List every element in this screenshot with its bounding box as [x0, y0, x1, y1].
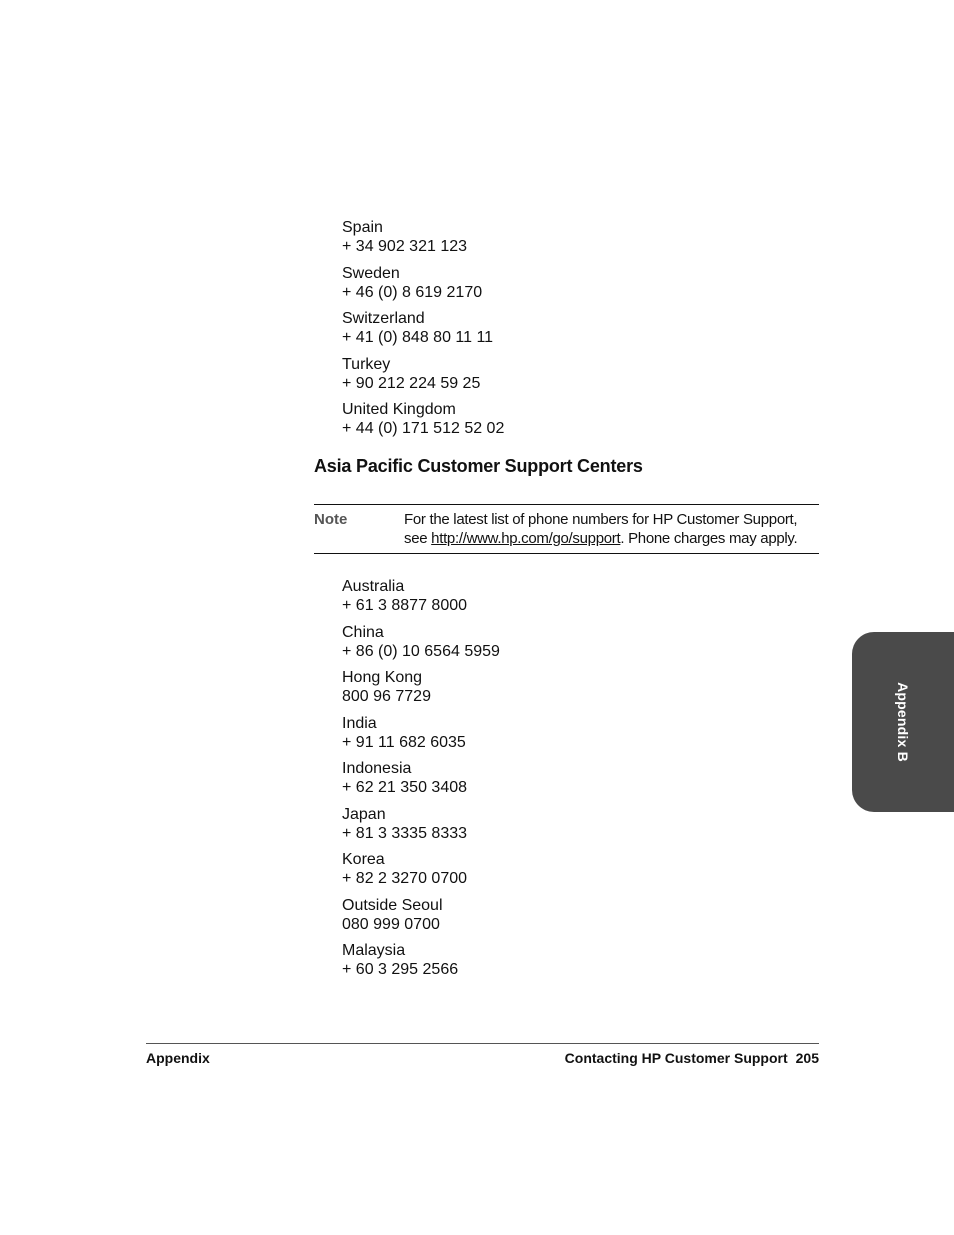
country-name: China [342, 623, 384, 641]
support-entry [342, 400, 802, 438]
page-number: 205 [795, 1050, 819, 1066]
support-entry [342, 577, 802, 615]
support-entry [342, 623, 802, 661]
phone-number: + 62 21 350 3408 [342, 779, 468, 796]
country-name: Spain [342, 219, 383, 236]
support-entry [342, 264, 802, 302]
support-entry [342, 850, 802, 888]
phone-number: + 91 11 682 6035 [342, 733, 466, 751]
country-name: Switzerland [342, 310, 425, 327]
footer-chapter-title: Contacting HP Customer Support [564, 1050, 788, 1066]
country-name: Japan [342, 805, 386, 823]
phone-number: + 90 212 224 59 25 [342, 374, 481, 392]
support-entry [342, 309, 802, 347]
appendix-side-tab [852, 632, 954, 812]
country-name: Indonesia [342, 760, 412, 777]
note-box [314, 504, 819, 554]
phone-number: 080 999 0700 [342, 915, 440, 933]
support-entry [342, 668, 802, 706]
phone-number: + 60 3 295 2566 [342, 961, 459, 978]
country-name: Korea [342, 851, 385, 868]
note-text-after: . Phone charges may apply. [620, 530, 798, 547]
footer-section-label: Appendix [146, 1050, 210, 1066]
phone-number: + 34 902 321 123 [342, 238, 468, 255]
phone-number: + 81 3 3335 8333 [342, 824, 468, 842]
side-tab-label: Appendix B [895, 682, 911, 762]
support-link[interactable]: http://www.hp.com/go/support [431, 530, 621, 547]
country-name: Turkey [342, 355, 391, 373]
section-heading: Asia Pacific Customer Support Centers [314, 456, 643, 476]
phone-number: + 61 3 8877 8000 [342, 597, 468, 614]
support-entry [342, 896, 802, 934]
note-text [404, 510, 819, 548]
footer-chapter [565, 1049, 819, 1067]
phone-number: 800 96 7729 [342, 688, 431, 705]
support-entry [342, 714, 802, 752]
support-entry [342, 218, 802, 256]
phone-number: + 86 (0) 10 6564 5959 [342, 642, 500, 660]
country-name: India [342, 714, 377, 732]
country-name: Outside Seoul [342, 896, 443, 914]
country-name: United Kingdom [342, 401, 456, 418]
support-entry [342, 941, 802, 979]
support-entry [342, 805, 802, 843]
phone-number: + 44 (0) 171 512 52 02 [342, 420, 505, 437]
note-text-before: For the latest list of phone numbers for HP Customer Support, see [404, 511, 798, 547]
support-entry [342, 759, 802, 797]
phone-number: + 41 (0) 848 80 11 11 [342, 329, 494, 346]
country-name: Malaysia [342, 942, 406, 959]
phone-number: + 82 2 3270 0700 [342, 870, 468, 887]
country-name: Sweden [342, 264, 400, 282]
phone-number: + 46 (0) 8 619 2170 [342, 283, 483, 301]
country-name: Australia [342, 578, 405, 595]
europe-support-list [342, 218, 802, 446]
asia-support-list [342, 577, 802, 987]
support-entry [342, 355, 802, 393]
note-label: Note [314, 511, 348, 528]
footer-divider [146, 1043, 819, 1044]
country-name: Hong Kong [342, 669, 423, 686]
